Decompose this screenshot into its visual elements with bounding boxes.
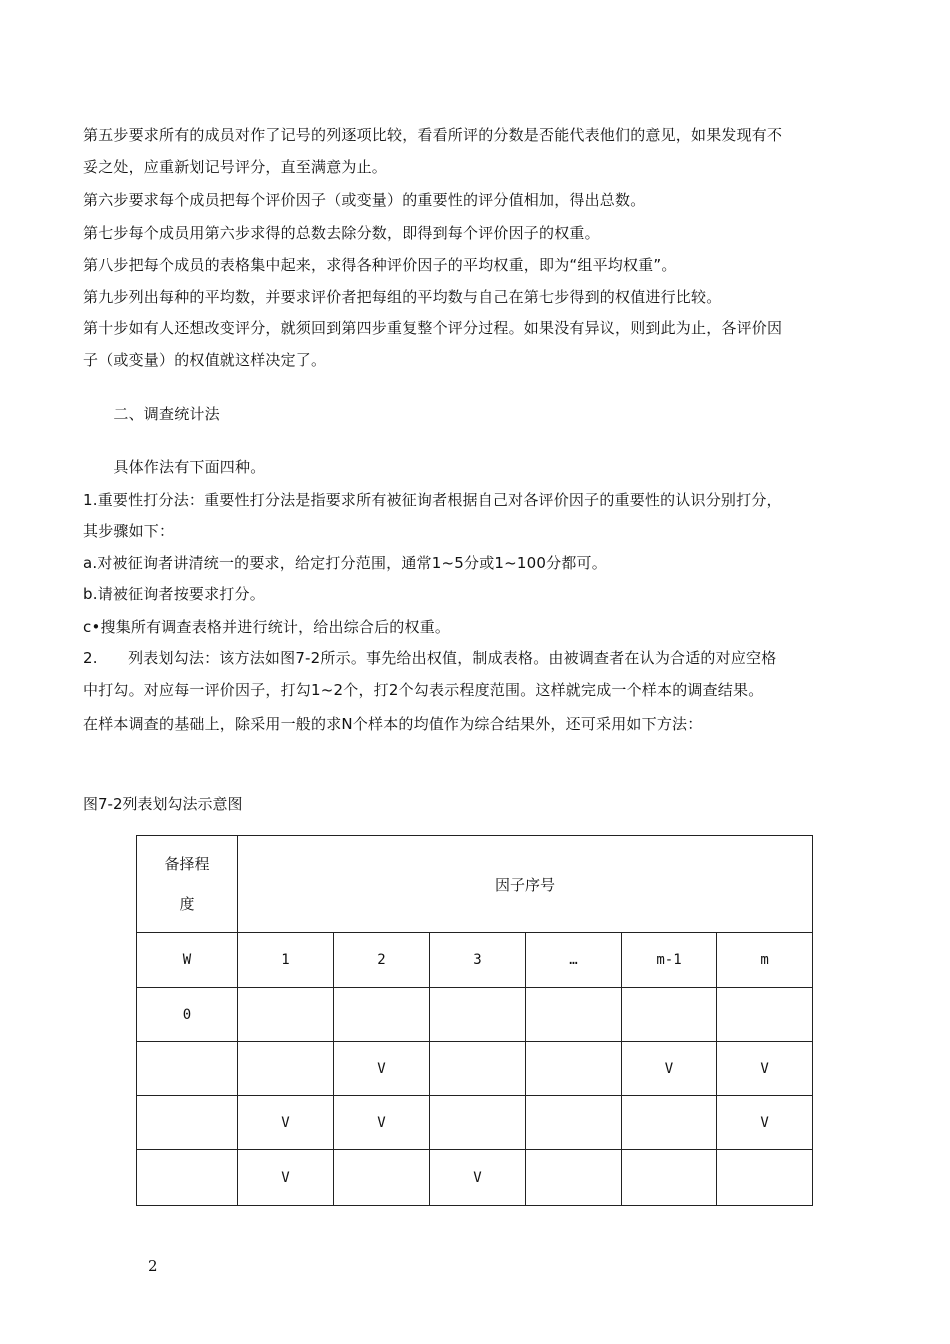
- paragraph-line: 第十步如有人还想改变评分，就须回到第四步重复整个评分过程。如果没有异议，则到此为止，各评价因: [83, 319, 783, 337]
- page-number: 2: [148, 1257, 158, 1275]
- checkmark-table: [136, 835, 813, 1206]
- table-cell: V: [238, 1150, 334, 1206]
- paragraph-line: 第六步要求每个成员把每个评价因子（或变量）的重要性的评分值相加，得出总数。: [83, 191, 646, 209]
- table-cell: [430, 1042, 526, 1096]
- corner-label-line: 备择程: [164, 855, 210, 873]
- paragraph-line: 妥之处，应重新划记号评分，直至满意为止。: [83, 158, 388, 176]
- table-cell: V: [717, 1096, 813, 1150]
- table-row: [137, 988, 813, 1042]
- table-cell: V: [334, 1042, 430, 1096]
- column-header-cell: 2: [334, 933, 430, 988]
- table-cell: [526, 1096, 622, 1150]
- table-cell: [137, 1150, 238, 1206]
- column-header-cell: 1: [238, 933, 334, 988]
- table-cell: [526, 988, 622, 1042]
- paragraph-line: 2. 列表划勾法：该方法如图7-2所示。事先给出权值，制成表格。由被调查者在认为合适的对应空格: [83, 649, 777, 667]
- paragraph-line: 第八步把每个成员的表格集中起来，求得各种评价因子的平均权重，即为“组平均权重”。: [83, 256, 677, 274]
- paragraph-line: b.请被征询者按要求打分。: [83, 585, 265, 603]
- paragraph-line: 中打勾。对应每一评价因子，打勾1~2个，打2个勾表示程度范围。这样就完成一个样本的调查结果。: [83, 681, 764, 699]
- corner-header-cell: [137, 836, 238, 933]
- column-header-cell: 3: [430, 933, 526, 988]
- table-row: [137, 1096, 813, 1150]
- figure-caption: 图7-2列表划勾法示意图: [83, 795, 243, 813]
- table-row: [137, 1042, 813, 1096]
- table-cell: [622, 1150, 717, 1206]
- paragraph-line: 第五步要求所有的成员对作了记号的列逐项比较，看看所评的分数是否能代表他们的意见，如果发现有不: [83, 126, 783, 144]
- table-cell: [137, 1096, 238, 1150]
- corner-label-line: 度: [179, 895, 195, 913]
- table-row: [137, 1150, 813, 1206]
- paragraph-line: 其步骤如下：: [83, 522, 175, 540]
- table-cell: [526, 1150, 622, 1206]
- table-cell: V: [430, 1150, 526, 1206]
- table-cell: V: [622, 1042, 717, 1096]
- section-heading: 二、调查统计法: [83, 405, 220, 423]
- table-cell: V: [238, 1096, 334, 1150]
- table-cell: [238, 1042, 334, 1096]
- table-header-row: [137, 836, 813, 933]
- table-cell: [137, 1042, 238, 1096]
- paragraph-line: 第九步列出每种的平均数，并要求评价者把每组的平均数与自己在第七步得到的权值进行比较。: [83, 288, 722, 306]
- column-header-cell: …: [526, 933, 622, 988]
- column-header-cell: m-1: [622, 933, 717, 988]
- factor-header-cell: 因子序号: [238, 836, 813, 933]
- table-cell: V: [334, 1096, 430, 1150]
- table-cell: [430, 1096, 526, 1150]
- paragraph-line: a.对被征询者讲清统一的要求，给定打分范围，通常1~5分或1~100分都可。: [83, 554, 607, 572]
- table-cell: [334, 1150, 430, 1206]
- paragraph-line: 子（或变量）的权值就这样决定了。: [83, 351, 327, 369]
- paragraph-line: c•搜集所有调查表格并进行统计，给出综合后的权重。: [83, 618, 451, 636]
- table-cell: V: [717, 1042, 813, 1096]
- table-cell: [526, 1042, 622, 1096]
- table-column-row: [137, 933, 813, 988]
- paragraph-line: 第七步每个成员用第六步求得的总数去除分数，即得到每个评价因子的权重。: [83, 224, 600, 242]
- table-cell: 0: [137, 988, 238, 1042]
- table-cell: [622, 1096, 717, 1150]
- table-cell: [622, 988, 717, 1042]
- paragraph-line: 1.重要性打分法：重要性打分法是指要求所有被征询者根据自己对各评价因子的重要性的认识分别打分，: [83, 491, 782, 509]
- table-cell: [334, 988, 430, 1042]
- table-cell: [238, 988, 334, 1042]
- paragraph-line: 具体作法有下面四种。: [83, 458, 266, 476]
- paragraph-line: 在样本调查的基础上，除采用一般的求N个样本的均值作为综合结果外，还可采用如下方法：: [83, 715, 703, 733]
- table-cell: [717, 988, 813, 1042]
- table-cell: [717, 1150, 813, 1206]
- w-header-cell: W: [137, 933, 238, 988]
- column-header-cell: m: [717, 933, 813, 988]
- table-cell: [430, 988, 526, 1042]
